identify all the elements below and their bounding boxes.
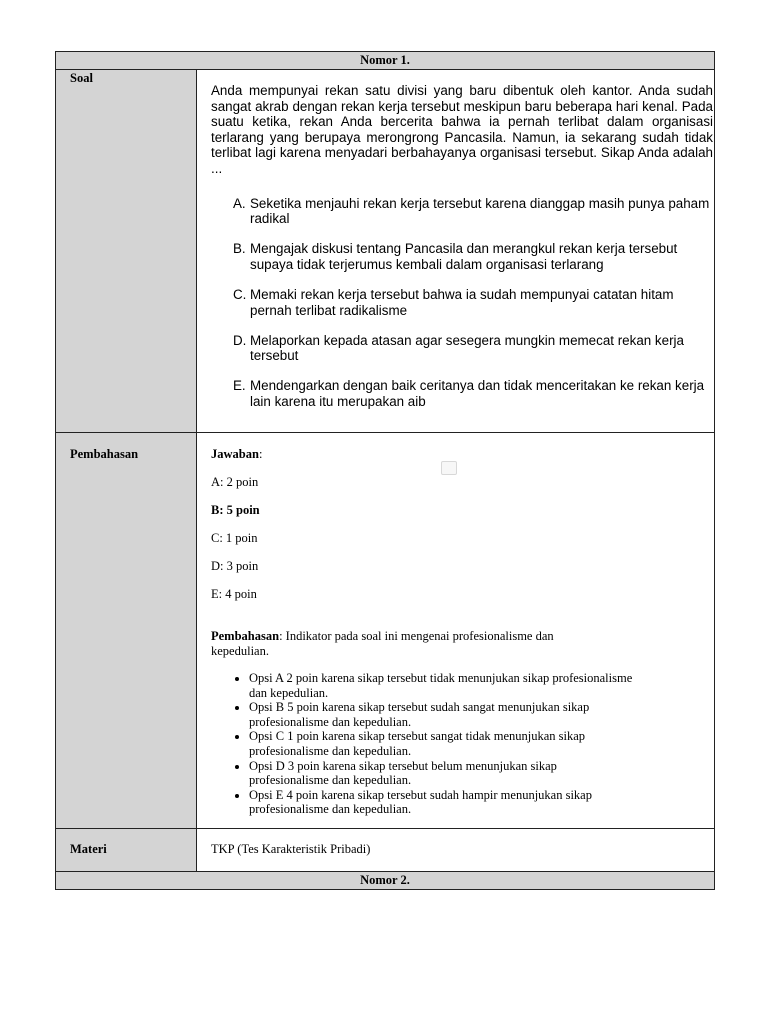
- option-text: Memaki rekan kerja tersebut bahwa ia sudah mempunyai catatan hitam pernah terlibat radikalisme: [250, 286, 674, 318]
- jawaban-colon: :: [258, 447, 263, 461]
- broken-image-icon: [441, 461, 457, 475]
- question-table: [55, 51, 715, 890]
- score-b: B: 5 poin: [211, 503, 260, 517]
- pembahasan-label: Pembahasan: [56, 433, 197, 828]
- pembahasan-title: Pembahasan: [211, 629, 280, 643]
- option-letter: E.: [233, 378, 246, 394]
- option-text: Mendengarkan dengan baik ceritanya dan tidak menceritakan ke rekan kerja lain karena itu merupakan aib: [250, 378, 705, 409]
- pembahasan-content: [197, 433, 714, 828]
- option-text: Melaporkan kepada atasan agar sesegera mungkin memecat rekan kerja tersebut: [250, 332, 684, 364]
- soal-content: [197, 70, 714, 432]
- option-text: Seketika menjauhi rekan kerja tersebut karena dianggap masih punya paham radikal: [250, 195, 710, 227]
- pembahasan-row: [56, 433, 714, 829]
- pembahasan-intro: [211, 629, 601, 659]
- nomor-1-header: Nomor 1.: [56, 52, 714, 70]
- score-e: E: 4 poin: [211, 587, 257, 601]
- option-letter: A.: [233, 195, 246, 211]
- score-c: C: 1 poin: [211, 531, 258, 545]
- answer-options: [211, 196, 713, 410]
- option-d: [233, 333, 713, 364]
- jawaban-label: Jawaban: [211, 447, 259, 461]
- option-e: [233, 378, 713, 409]
- option-b: [233, 241, 713, 272]
- question-text: Anda mempunyai rekan satu divisi yang baru dibentuk oleh kantor. Anda sudah sangat akrab dengan rekan kerja tersebut meskipun baru beberapa hari kenal. Pada suatu ketika, rekan Anda bercerita bahwa ia pernah terlibat dalam organisasi terlarang yang berupaya merongrong Pancasila. Namun, ia sekarang sudah tidak terlibat lagi karena menyadari berbahayanya organisasi tersebut. Sikap Anda adalah ...: [211, 83, 713, 176]
- option-text: Mengajak diskusi tentang Pancasila dan merangkul rekan kerja tersebut supaya tidak terjerumus kembali dalam organisasi terlarang: [250, 241, 678, 272]
- pembahasan-bullets: [211, 671, 634, 817]
- score-a: A: 2 poin: [211, 475, 259, 489]
- materi-row: [56, 829, 714, 872]
- bullet-item: • Opsi A 2 poin karena sikap tersebut tidak menunjukan sikap profesionalisme dan kepedulian.: [249, 671, 634, 700]
- score-d: D: 3 poin: [211, 559, 259, 573]
- materi-value: TKP (Tes Karakteristik Pribadi): [211, 842, 371, 856]
- jawaban-heading: [211, 447, 713, 462]
- option-letter: D.: [233, 332, 247, 348]
- nomor-2-header: Nomor 2.: [56, 872, 714, 890]
- option-letter: B.: [233, 241, 246, 257]
- option-a: [233, 196, 713, 227]
- materi-label: Materi: [56, 829, 197, 871]
- bullet-item: • Opsi D 3 poin karena sikap tersebut belum menunjukan sikap profesionalisme dan kepedulian.: [249, 759, 634, 788]
- soal-row: [56, 70, 714, 433]
- soal-label: Soal: [56, 70, 197, 432]
- bullet-item: • Opsi B 5 poin karena sikap tersebut sudah sangat menunjukan sikap profesionalisme dan kepedulian.: [249, 700, 634, 729]
- bullet-item: • Opsi E 4 poin karena sikap tersebut sudah hampir menunjukan sikap profesionalisme dan kepedulian.: [249, 788, 634, 817]
- option-letter: C.: [233, 286, 247, 302]
- option-c: [233, 287, 713, 318]
- bullet-item: • Opsi C 1 poin karena sikap tersebut sangat tidak menunjukan sikap profesionalisme dan kepedulian.: [249, 729, 634, 758]
- pembahasan-intro-text: : Indikator pada soal ini mengenai profesionalisme dan kepedulian.: [211, 629, 554, 658]
